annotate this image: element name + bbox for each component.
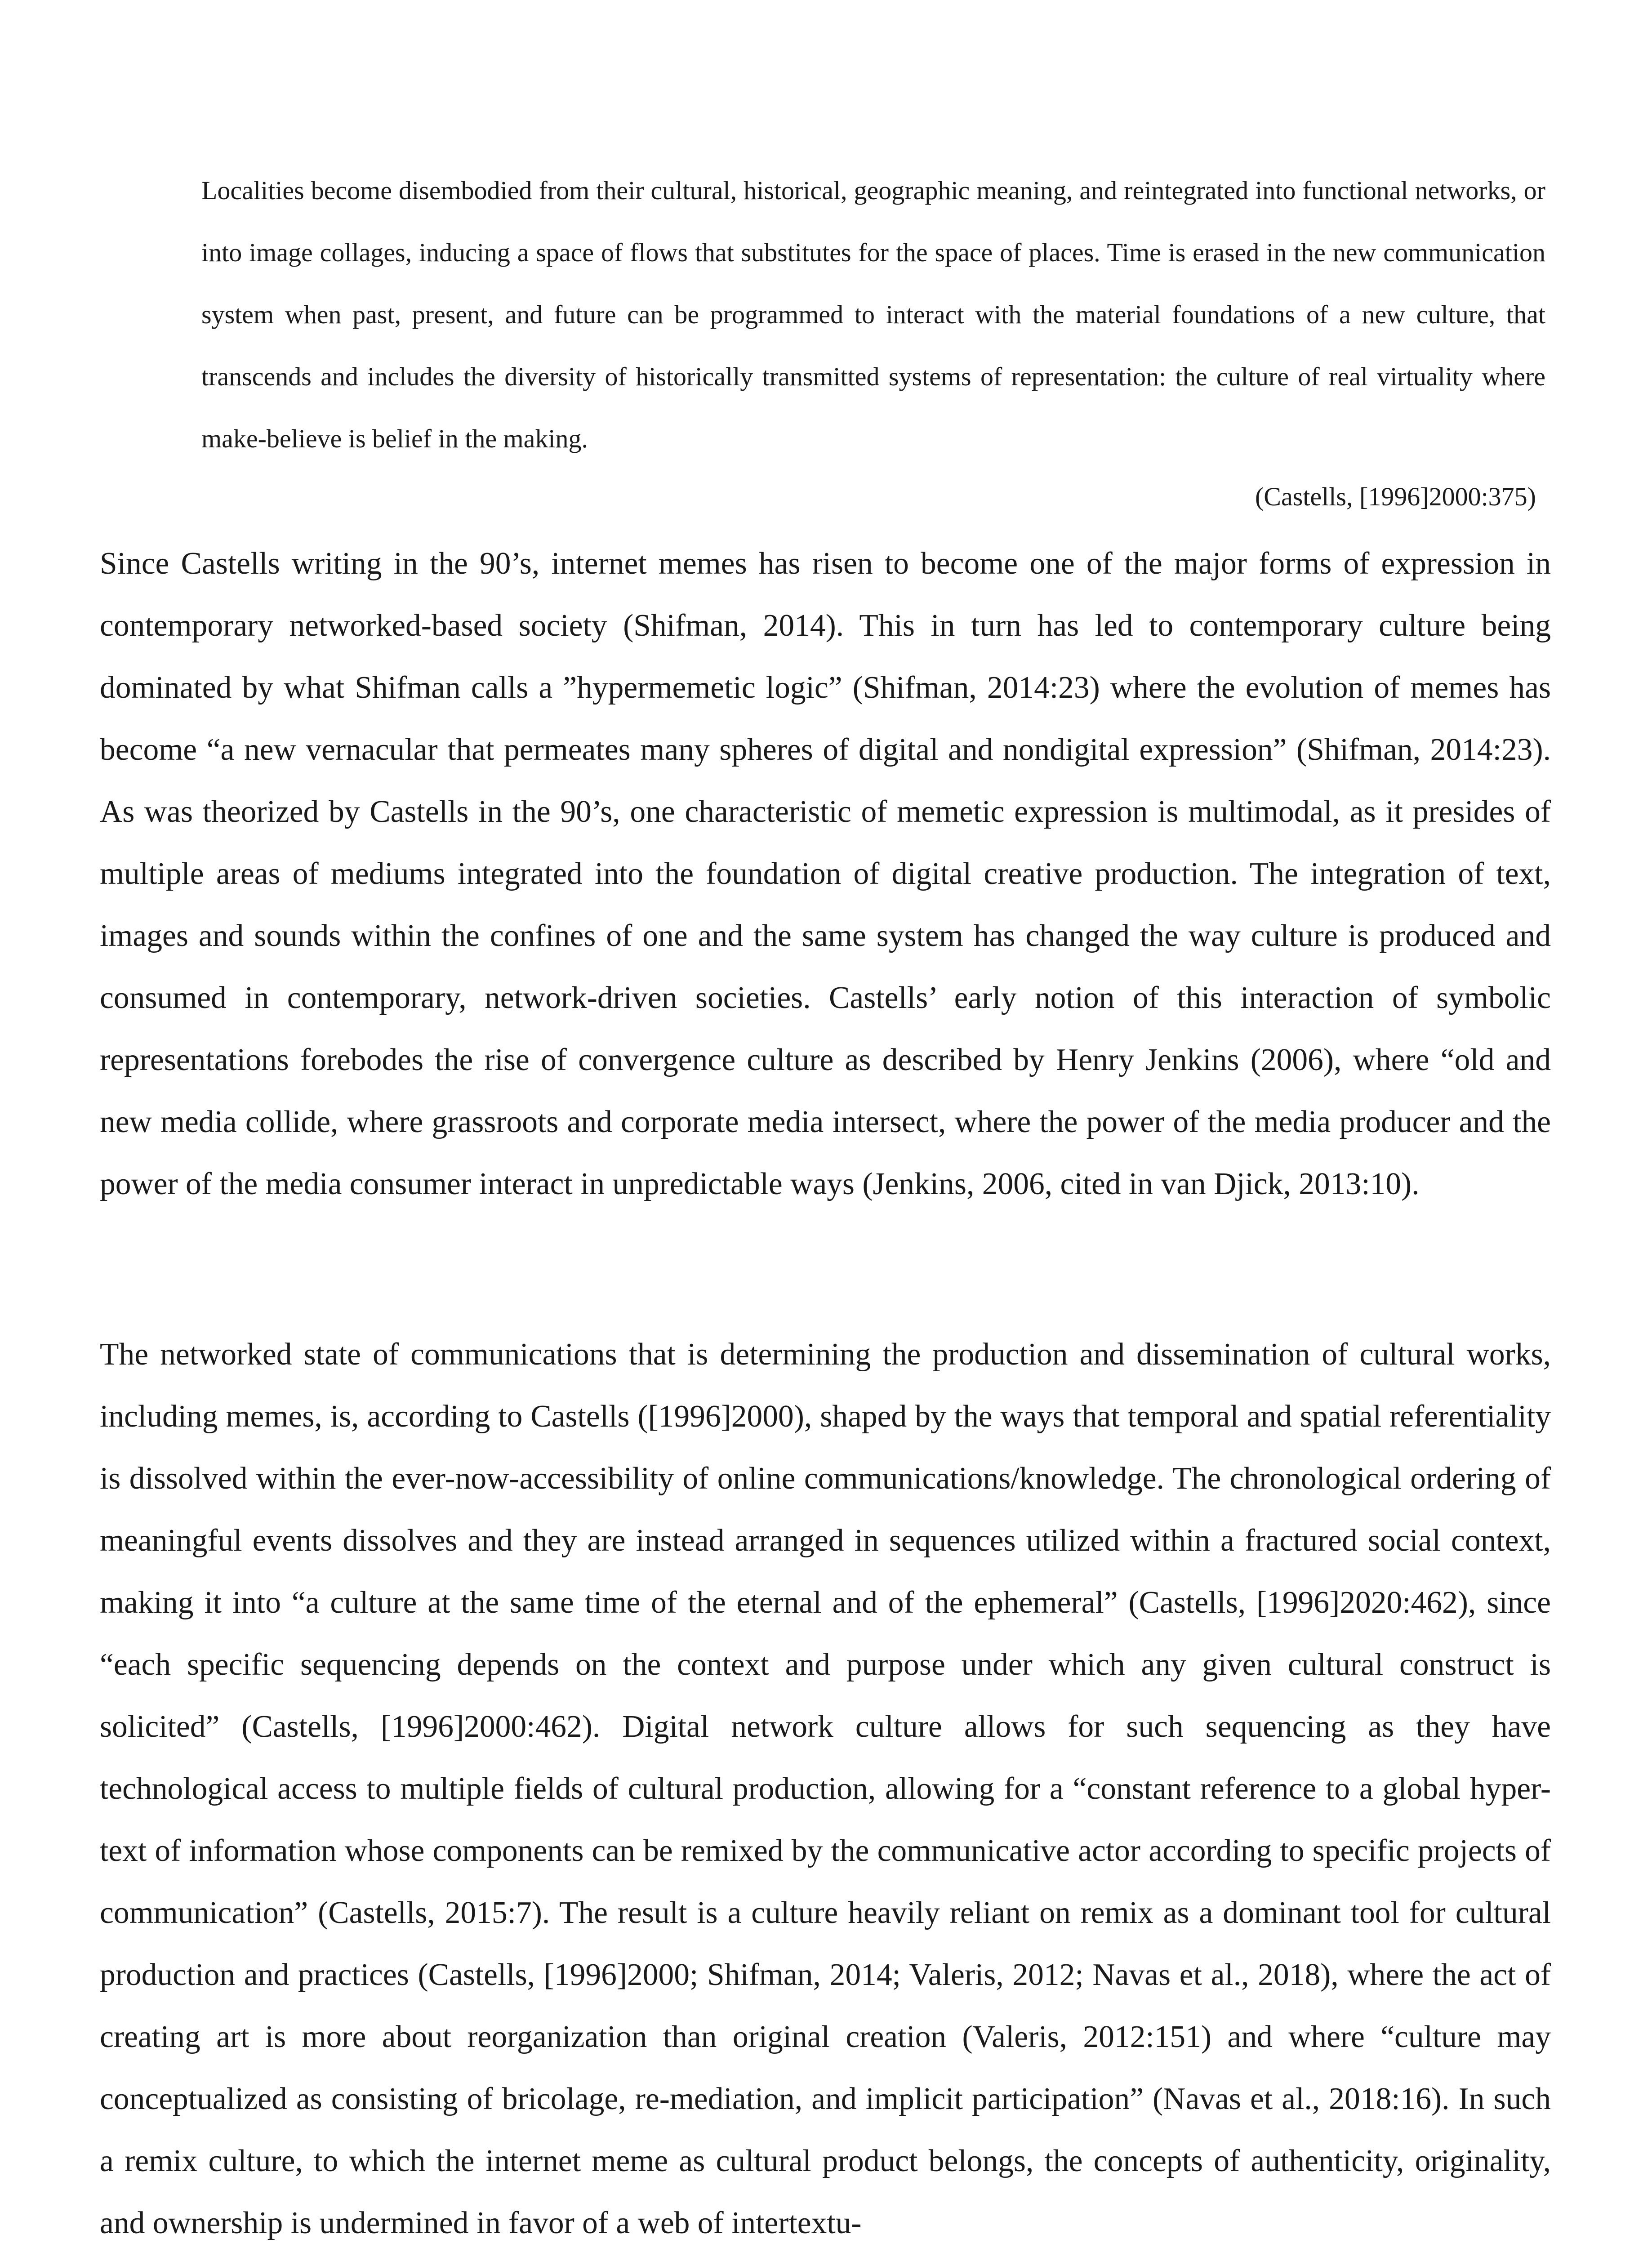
block-quote: Localities become disembodied from their cultural, historical, geographic meaning, and reintegrated into functional networks, or into image collages, inducing a space of flows that substitutes for the space of places. Time is erased in the new communication system when past, present, and future can be programmed to interact with the material foundations of a new culture, that transcends and includes the diversity of historically transmitted systems of representation: the culture of real virtuality where make-believe is belief in the making. bbox=[201, 176, 1545, 453]
block-quote-citation: (Castells, [1996]2000:375) bbox=[1255, 482, 1536, 511]
body-paragraph-2: The networked state of communications that is determining the production and dissemination of cultural works, including memes, is, according to Castells ([1996]2000), shaped by the ways that temporal and spatial referentiality is dissolved within the ever-now-accessibility of online communications/knowledge. The chronological ordering of meaningful events dissolves and they are instead arranged in sequences utilized within a fractured social context, making it into “a culture at the same time of the eternal and of the ephemeral” (Castells, [1996]2020:462), since “each specific sequencing depends on the context and purpose under which any given cultural construct is solicited” (Castells, [1996]2000:462). Digital network culture allows for such sequencing as they have technological access to multiple fields of cultural production, allowing for a “constant reference to a global hyper-text of information whose components can be remixed by the communicative actor according to specific projects of communication” (Castells, 2015:7). The result is a culture heavily reliant on remix as a dominant tool for cultural production and practices (Castells, [1996]2000; Shifman, 2014; Valeris, 2012; Navas et al., 2018), where the act of creating art is more about reorganization than original creation (Valeris, 2012:151) and where “culture may conceptualized as consisting of bricolage, re-mediation, and implicit participation” (Navas et al., 2018:16). In such a remix culture, to which the internet meme as cultural product belongs, the concepts of authenticity, originality, and ownership is undermined in favor of a web of intertextu- bbox=[100, 1337, 1551, 2240]
body-paragraph-1: Since Castells writing in the 90’s, internet memes has risen to become one of the major forms of expression in contemporary networked-based society (Shifman, 2014). This in turn has led to contemporary culture being dominated by what Shifman calls a ”hypermemetic logic” (Shifman, 2014:23) where the evolution of memes has become “a new vernacular that permeates many spheres of digital and nondigital expression” (Shifman, 2014:23). As was theorized by Castells in the 90’s, one characteristic of memetic expression is multimodal, as it presides of multiple areas of mediums integrated into the foundation of digital creative production. The integration of text, images and sounds within the confines of one and the same system has changed the way culture is produced and consumed in contemporary, network-driven societies. Castells’ early notion of this interaction of symbolic representations forebodes the rise of convergence culture as described by Henry Jenkins (2006), where “old and new media collide, where grassroots and corporate media intersect, where the power of the media producer and the power of the media consumer interact in unpredictable ways (Jenkins, 2006, cited in van Djick, 2013:10). bbox=[100, 546, 1551, 1201]
